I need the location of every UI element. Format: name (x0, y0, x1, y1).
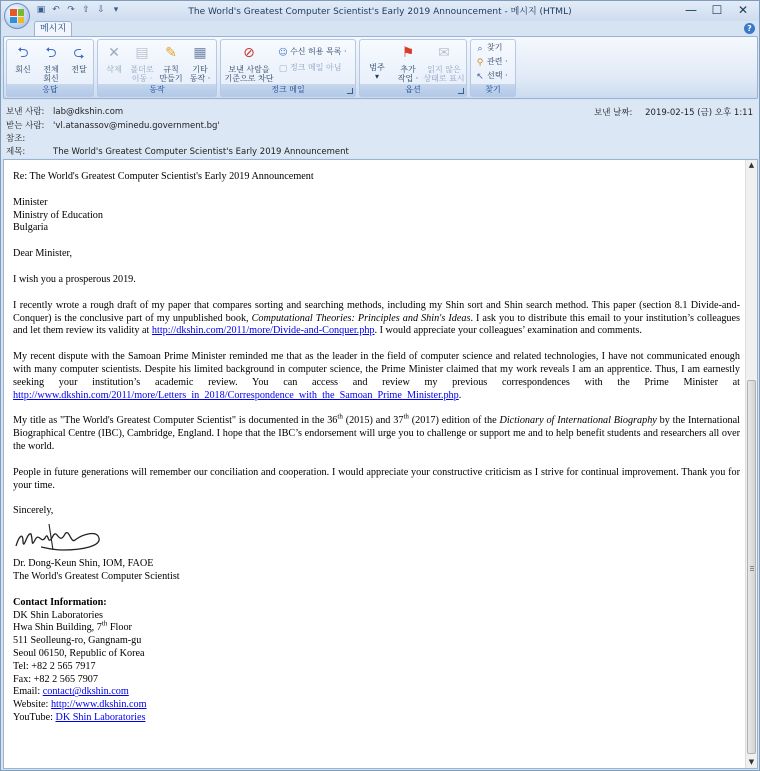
cursor-icon: ↖ (476, 72, 484, 82)
group-respond-label: 응답 (7, 84, 93, 96)
reply-button[interactable] (9, 42, 37, 86)
maximize-button[interactable]: ☐ (711, 3, 723, 17)
reply-all-icon: ⮌ (45, 45, 57, 61)
junk-dialog-launcher-icon[interactable] (347, 88, 353, 94)
followup-label-1: 추가 (400, 65, 416, 74)
grip-line (750, 566, 754, 567)
ribbon (3, 36, 758, 99)
superscript: th (337, 412, 343, 421)
other-label-1: 기타 (192, 65, 208, 74)
email-label: Email: (13, 686, 43, 698)
related-label: 관련 · (487, 57, 508, 66)
select-label: 선택 · (487, 71, 508, 80)
signature-image (13, 520, 103, 556)
other-actions-button[interactable] (186, 42, 214, 86)
help-icon[interactable]: ? (744, 23, 755, 34)
window-title: The World's Greatest Computer Scientist's Early 2019 Announcement - 메시지 (HTML) (188, 7, 572, 17)
email-link[interactable]: contact@dkshin.com (42, 686, 129, 698)
p1-text: . I ask you to distribute this email to your institution’s colleagues and let them review its validity at (13, 312, 741, 337)
other-actions-icon: ▦ (193, 45, 207, 61)
categorize-button[interactable] (362, 42, 392, 86)
forward-icon: ⮎ (73, 45, 85, 61)
greeting: Dear Minister, (13, 248, 73, 260)
delete-button[interactable] (100, 42, 128, 86)
group-actions (97, 39, 217, 97)
contact-line (13, 686, 740, 699)
mark-unread-label-2: 상태로 표시 (423, 74, 465, 83)
contact-heading: Contact Information: (13, 596, 107, 608)
undo-icon[interactable]: ↶ (52, 5, 60, 15)
rules-label-1: 규칙 (163, 65, 179, 74)
sent-label: 보낸 날짜: (594, 108, 633, 118)
scroll-down-icon[interactable]: ▼ (748, 758, 755, 766)
correspondence-link[interactable]: http://www.dkshin.com/2011/more/Letters_in_2018/Correspondence_with_the_Samoan_Prime_Minister.php (13, 389, 459, 401)
down-arrow-icon[interactable]: ⇩ (97, 5, 105, 15)
quick-access-toolbar (35, 4, 122, 16)
paragraph-3 (13, 412, 740, 453)
office-logo-icon (10, 9, 24, 23)
grip-line (750, 568, 754, 569)
from-label: 보낸 사람: (6, 107, 45, 117)
forward-button[interactable] (65, 42, 93, 86)
sender-name: Dr. Dong-Keun Shin, IOM, FAOE (13, 558, 154, 570)
contact-line: 511 Seolleung-ro, Gangnam-gu (13, 635, 142, 647)
website-label: Website: (13, 699, 51, 711)
followup-label-2: 작업 · (397, 74, 419, 83)
paragraph-4: People in future generations will remember our conciliation and cooperation. I would appreciate your constructive criticism as I strive for continual improvement. Thank you for your time. (13, 466, 740, 491)
save-icon[interactable]: ▣ (36, 5, 46, 15)
binoculars-icon: ⌕ (477, 44, 483, 54)
message-body-pane[interactable] (3, 159, 758, 769)
superscript: th (403, 412, 409, 421)
move-label-1: 폴더로 (130, 65, 154, 74)
address-line: Minister (13, 196, 48, 208)
mark-unread-label-1: 읽지 않은 (427, 65, 461, 74)
rules-label-2: 만들기 (159, 74, 183, 83)
scroll-thumb[interactable] (747, 380, 756, 754)
follow-up-button[interactable] (393, 42, 423, 86)
contact-line: Seoul 06150, Republic of Korea (13, 647, 145, 659)
close-button[interactable]: ✕ (737, 3, 749, 17)
to-label: 받는 사람: (6, 121, 45, 131)
mark-unread-icon: ✉ (438, 45, 450, 61)
contact-block (13, 597, 740, 725)
block-sender-button[interactable] (223, 42, 275, 86)
message-body (13, 171, 740, 725)
redo-icon[interactable]: ↷ (67, 5, 75, 15)
block-label-1: 보낸 사람을 (228, 65, 270, 74)
reply-all-label-2: 회신 (43, 74, 59, 83)
grip-line (750, 570, 754, 571)
move-label-2: 이동 · (131, 74, 153, 83)
recipient-address (13, 197, 740, 235)
contact-line (13, 619, 740, 635)
sent-value: 2019-02-15 (금) 오후 1:11 (645, 108, 753, 118)
contact-line (13, 712, 740, 725)
scroll-up-icon[interactable]: ▲ (748, 161, 755, 169)
not-junk-label: 정크 메일 아님 (290, 63, 342, 72)
block-sender-icon: ⊘ (243, 45, 255, 61)
mark-unread-button[interactable] (422, 42, 466, 86)
reply-icon: ⮌ (17, 45, 29, 61)
contact-line: DK Shin Laboratories (13, 609, 103, 621)
move-to-folder-button[interactable] (128, 42, 156, 86)
group-options (359, 39, 467, 97)
related-button[interactable] (475, 56, 508, 68)
contact-line: Fax: +82 2 565 7907 (13, 673, 98, 685)
divide-and-conquer-link[interactable]: http://dkshin.com/2011/more/Divide-and-Conquer.php (151, 325, 375, 337)
group-junk-label: 정크 메일 (221, 84, 355, 96)
cc-label: 참조: (6, 134, 26, 144)
block-label-2: 기준으로 차단 (224, 74, 274, 83)
p3-text: by the International Biographical Centre (IBC), Cambridge, England. I hope that the IBC’s endorsement will urge you to challenge or support me and to help benefit students and researchers all over the world. (13, 415, 740, 452)
categorize-label: 범주 (369, 63, 385, 72)
safe-list-label: 수신 허용 목록 · (290, 47, 347, 56)
dictionary-title: Dictionary of International Biography (499, 415, 657, 427)
office-button[interactable] (4, 3, 30, 29)
safe-list-button[interactable] (278, 46, 347, 58)
contact-line: Tel: +82 2 565 7917 (13, 660, 96, 672)
website-link[interactable]: http://www.dkshin.com (50, 699, 147, 711)
select-button[interactable] (475, 70, 508, 82)
related-icon: ⚲ (476, 58, 484, 68)
reply-label: 회신 (15, 65, 31, 74)
p1-text: I recently wrote a rough draft of my paper that compares sorting and searching methods, including my Shin sort and Shin search method. This paper (section 8.1 Divide-and-Conquer) is the conclusive part of my unpublished book, (13, 299, 740, 324)
wish-line: I wish you a prosperous 2019. (13, 273, 136, 285)
flag-icon: ⚑ (401, 45, 415, 61)
group-options-label: 옵션 (360, 84, 466, 96)
folder-icon: ▤ (135, 45, 149, 61)
create-rule-button[interactable] (157, 42, 185, 86)
categorize-icon (368, 43, 386, 61)
safe-list-icon: ☺ (278, 48, 288, 58)
categorize-dropdown-icon: ▾ (374, 72, 379, 81)
address-line: Ministry of Education (13, 209, 103, 221)
superscript: th (101, 619, 108, 628)
signature-block (13, 558, 740, 584)
group-junk (220, 39, 356, 97)
group-find (470, 39, 516, 97)
group-actions-label: 동작 (98, 84, 216, 96)
delete-icon: ✕ (108, 45, 120, 61)
address-line: Bulgaria (13, 222, 49, 234)
p3-text: My title as "The World's Greatest Computer Scientist" is documented in the 36 (13, 415, 338, 427)
other-label-2: 동작 · (189, 74, 211, 83)
paragraph-1 (13, 300, 740, 338)
reply-all-button[interactable] (37, 42, 65, 86)
p2-text: My recent dispute with the Samoan Prime Minister reminded me that as the leader in the field of computer science and related technologies, I have not communicated enough with many computer scientists. Despite his limited background in computer science, the Prime Minister claimed that my work reveals I am an apprentice. Thus, I am earnestly seeking your institution’s academic review. You can access and review my previous correspondences with the Prime Minister at (13, 351, 740, 388)
group-respond (6, 39, 94, 97)
tab-message[interactable]: 메시지 (34, 21, 72, 36)
forward-label: 전달 (71, 65, 87, 74)
building-text: Floor (107, 622, 132, 634)
youtube-link[interactable]: DK Shin Laboratories (55, 711, 146, 723)
book-title: Computational Theories: Principles and Shin's Ideas (251, 312, 471, 324)
ribbon-tab-row (1, 21, 759, 36)
not-junk-button[interactable] (278, 62, 341, 74)
p3-text: (2017) edition of the (408, 415, 500, 427)
p2-text: . (458, 389, 462, 401)
p3-text: (2015) and 37 (342, 415, 404, 427)
sent-row (594, 106, 753, 118)
closing: Sincerely, (13, 505, 54, 517)
reply-all-label-1: 전체 (43, 65, 59, 74)
p1-text: . I would appreciate your colleagues’ examination and comments. (374, 325, 642, 337)
up-arrow-icon[interactable]: ⇧ (82, 5, 90, 15)
rules-icon: ✎ (165, 45, 177, 61)
find-label: 찾기 (487, 43, 503, 52)
building-text: Hwa Shin Building, 7 (13, 622, 102, 634)
subject-label: 제목: (6, 147, 26, 157)
youtube-label: YouTube: (13, 711, 56, 723)
not-junk-icon: ▢ (278, 64, 288, 74)
sender-title: The World's Greatest Computer Scientist (13, 570, 180, 582)
vertical-scrollbar[interactable] (745, 160, 757, 768)
subject-value: The World's Greatest Computer Scientist's Early 2019 Announcement (53, 147, 349, 157)
from-value[interactable]: lab@dkshin.com (53, 107, 124, 117)
contact-line (13, 699, 740, 712)
options-dialog-launcher-icon[interactable] (458, 88, 464, 94)
paragraph-2 (13, 351, 740, 402)
delete-label: 삭제 (106, 65, 122, 74)
group-find-label: 찾기 (471, 84, 515, 96)
customize-qat-icon[interactable]: ▾ (113, 5, 119, 15)
minimize-button[interactable]: — (685, 3, 697, 17)
find-button[interactable] (475, 42, 502, 54)
message-header (1, 100, 759, 158)
re-line: Re: The World's Greatest Computer Scientist's Early 2019 Announcement (13, 171, 314, 182)
to-value[interactable]: 'vl.atanassov@minedu.government.bg' (53, 121, 220, 131)
